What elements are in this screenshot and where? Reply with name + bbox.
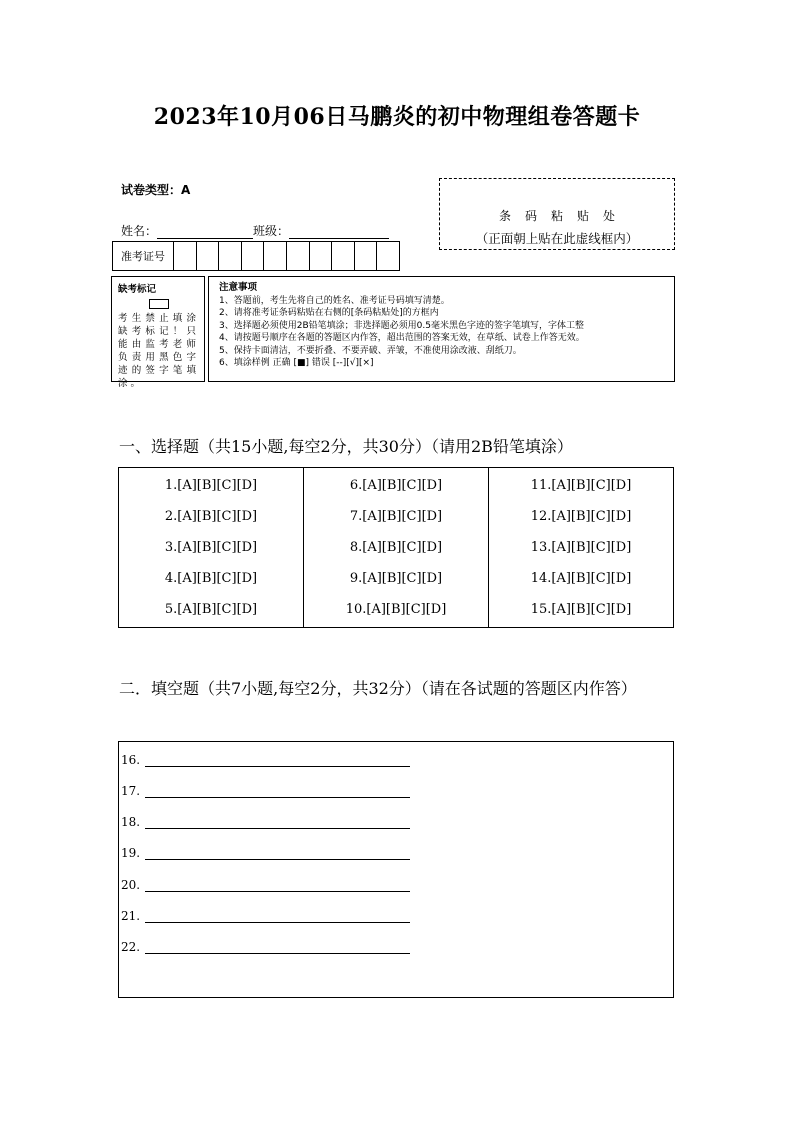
fill-answer-line[interactable] [145,879,410,892]
fill-row [121,784,410,798]
barcode-subtitle: （正面朝上贴在此虚线框内） [475,231,639,246]
choice-question[interactable]: 1.[A][B][C][D] [164,478,258,493]
barcode-title: 条码粘贴处 [498,209,629,223]
choice-column [119,468,304,627]
fill-answer-line[interactable] [145,847,410,860]
fill-number: 22. [121,940,141,954]
exam-number-cell[interactable] [332,242,355,270]
choice-question[interactable]: 11.[A][B][C][D] [530,478,632,493]
fill-number: 18. [121,815,141,829]
notice-item: 6、填涂样例 正确 [■] 错误 [--][√][×] [219,358,374,368]
fill-number: 17. [121,784,141,798]
barcode-area [439,178,675,250]
fill-row [121,753,410,767]
notice-item: 5、保持卡面清洁，不要折叠、不要弄破、弄皱，不准使用涂改液、刮纸刀。 [219,345,522,356]
choice-column [489,468,673,627]
absent-checkbox[interactable] [149,299,169,309]
exam-number-cell[interactable] [174,242,197,270]
class-field[interactable] [289,225,389,239]
exam-number-cell[interactable] [377,242,399,270]
exam-number-cell[interactable] [355,242,378,270]
choice-question[interactable]: 9.[A][B][C][D] [349,571,443,586]
choice-question[interactable]: 4.[A][B][C][D] [164,571,258,586]
choice-question[interactable]: 2.[A][B][C][D] [164,509,258,524]
section-choice-title: 一、选择题（共15小题,每空2分，共30分）（请用2B铅笔填涂） [119,437,573,456]
section-fill-title: 二．填空题（共7小题,每空2分，共32分）（请在各试题的答题区内作答） [119,679,637,698]
fill-number: 21. [121,909,141,923]
exam-number-label: 准考证号 [113,242,174,270]
fill-answer-line[interactable] [145,754,410,767]
choice-question[interactable]: 3.[A][B][C][D] [164,540,258,555]
absent-mark-panel [111,276,205,389]
choice-question[interactable]: 12.[A][B][C][D] [530,509,632,524]
choice-answer-grid [118,467,674,628]
exam-number-cell[interactable] [242,242,265,270]
fill-row [121,878,410,892]
fill-answer-line[interactable] [145,941,410,954]
exam-number-cell[interactable] [197,242,220,270]
absent-description: 考生禁止填涂缺考标记！只能由监考老师负责用黑色字迹的签字笔填涂。 [118,313,199,389]
fill-row [121,846,410,860]
choice-question[interactable]: 10.[A][B][C][D] [345,602,447,617]
fill-row [121,815,410,829]
name-label: 姓名： [121,224,158,238]
exam-number-cell[interactable] [219,242,242,270]
choice-question[interactable]: 15.[A][B][C][D] [530,602,632,617]
fill-answer-line[interactable] [145,816,410,829]
notice-panel [208,276,675,382]
exam-number-cell[interactable] [264,242,287,270]
choice-question[interactable]: 5.[A][B][C][D] [164,602,258,617]
fill-row [121,940,410,954]
name-field[interactable] [157,225,253,239]
name-class-row [121,222,389,239]
class-label: 班级： [253,224,290,238]
choice-question[interactable]: 7.[A][B][C][D] [349,509,443,524]
fill-answer-line[interactable] [145,785,410,798]
fill-number: 19. [121,846,141,860]
fill-row [121,909,410,923]
fill-answer-line[interactable] [145,910,410,923]
paper-type: 试卷类型：A [121,183,191,197]
exam-number-cell[interactable] [310,242,333,270]
choice-column [304,468,489,627]
fill-number: 20. [121,878,141,892]
fill-answer-area [118,741,674,998]
choice-question[interactable]: 13.[A][B][C][D] [530,540,632,555]
notice-item: 2、请将准考证条码粘贴在右侧的[条码粘贴处]的方框内 [219,308,439,318]
exam-number-cell[interactable] [287,242,310,270]
choice-question[interactable]: 14.[A][B][C][D] [530,571,632,586]
notice-title: 注意事项 [219,282,258,293]
notice-item: 1、答题前，考生先将自己的姓名、准考证号码填写清楚。 [219,295,450,306]
fill-number: 16. [121,753,141,767]
notice-item: 4、请按题号顺序在各题的答题区内作答，超出范围的答案无效，在草纸、试卷上作答无效。 [219,333,585,343]
choice-question[interactable]: 6.[A][B][C][D] [349,478,443,493]
notice-item: 3、选择题必须使用2B铅笔填涂；非选择题必须用0.5毫米黑色字迹的签字笔填写，字体工整 [219,320,584,331]
absent-title: 缺考标记 [118,284,157,295]
exam-number-grid [112,241,400,271]
page-title: 2023年10月06日马鹏炎的初中物理组卷答题卡 [153,104,641,130]
choice-question[interactable]: 8.[A][B][C][D] [349,540,443,555]
